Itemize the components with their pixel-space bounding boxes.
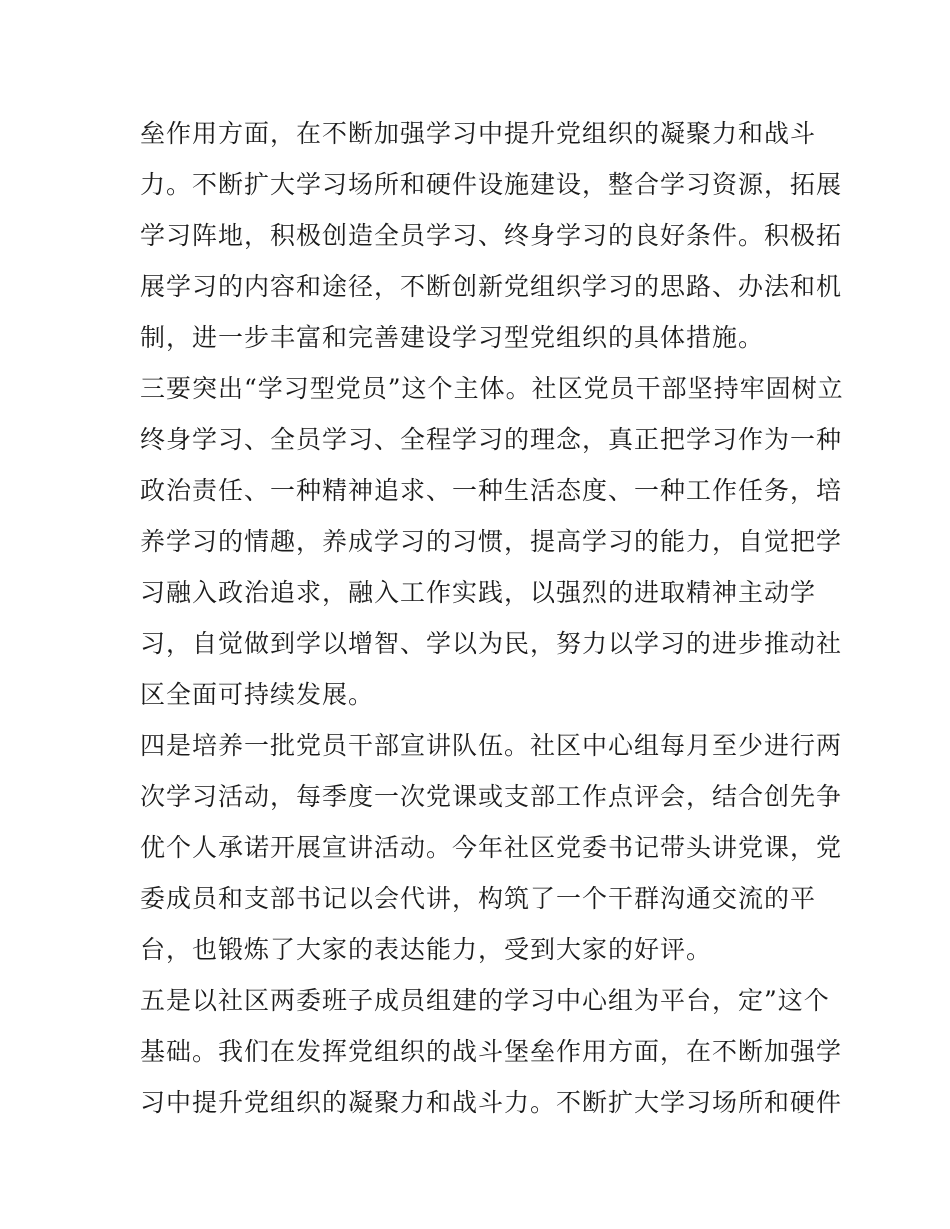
body-text (140, 108, 844, 1128)
text-line: 学习阵地，积极创造全员学习、终身学习的良好条件。积极拓 (140, 221, 843, 250)
text-line: 政治责任、一种精神追求、一种生活态度、一种工作任务，培 (140, 476, 843, 505)
text-line: 优个人承诺开展宣讲活动。今年社区党委书记带头讲党课，党 (140, 833, 843, 862)
text-line: 终身学习、全员学习、全程学习的理念，真正把学习作为一种 (140, 425, 843, 454)
text-line: 垒作用方面，在不断加强学习中提升党组织的凝聚力和战斗 (140, 119, 817, 148)
text-line: 展学习的内容和途径，不断创新党组织学习的思路、办法和机 (140, 272, 843, 301)
text-line: 台，也锻炼了大家的表达能力，受到大家的好评。 (140, 935, 713, 964)
text-line: 制，进一步丰富和完善建设学习型党组织的具体措施。 (140, 323, 765, 352)
paragraph-start-line: 五是以社区两委班子成员组建的学习中心组为平台，定”这个 (140, 986, 830, 1015)
text-line: 基础。我们在发挥党组织的战斗堡垒作用方面，在不断加强学 (140, 1037, 843, 1066)
text-line: 养学习的情趣，养成学习的习惯，提高学习的能力，自觉把学 (140, 527, 843, 556)
paragraph-start-line: 四是培养一批党员干部宣讲队伍。社区中心组每月至少进行两 (140, 731, 843, 760)
text-line: 习融入政治追求，融入工作实践，以强烈的进取精神主动学 (140, 578, 817, 607)
text-line: 区全面可持续发展。 (140, 680, 375, 709)
text-line: 次学习活动，每季度一次党课或支部工作点评会，结合创先争 (140, 782, 843, 811)
text-line: 力。不断扩大学习场所和硬件设施建设，整合学习资源，拓展 (140, 170, 843, 199)
text-line: 习中提升党组织的凝聚力和战斗力。不断扩大学习场所和硬件 (140, 1088, 843, 1117)
text-line: 习，自觉做到学以增智、学以为民，努力以学习的进步推动社 (140, 629, 843, 658)
text-line: 委成员和支部书记以会代讲，构筑了一个干群沟通交流的平 (140, 884, 817, 913)
paragraph-start-line: 三要突出“学习型党员”这个主体。社区党员干部坚持牢固树立 (140, 374, 844, 403)
